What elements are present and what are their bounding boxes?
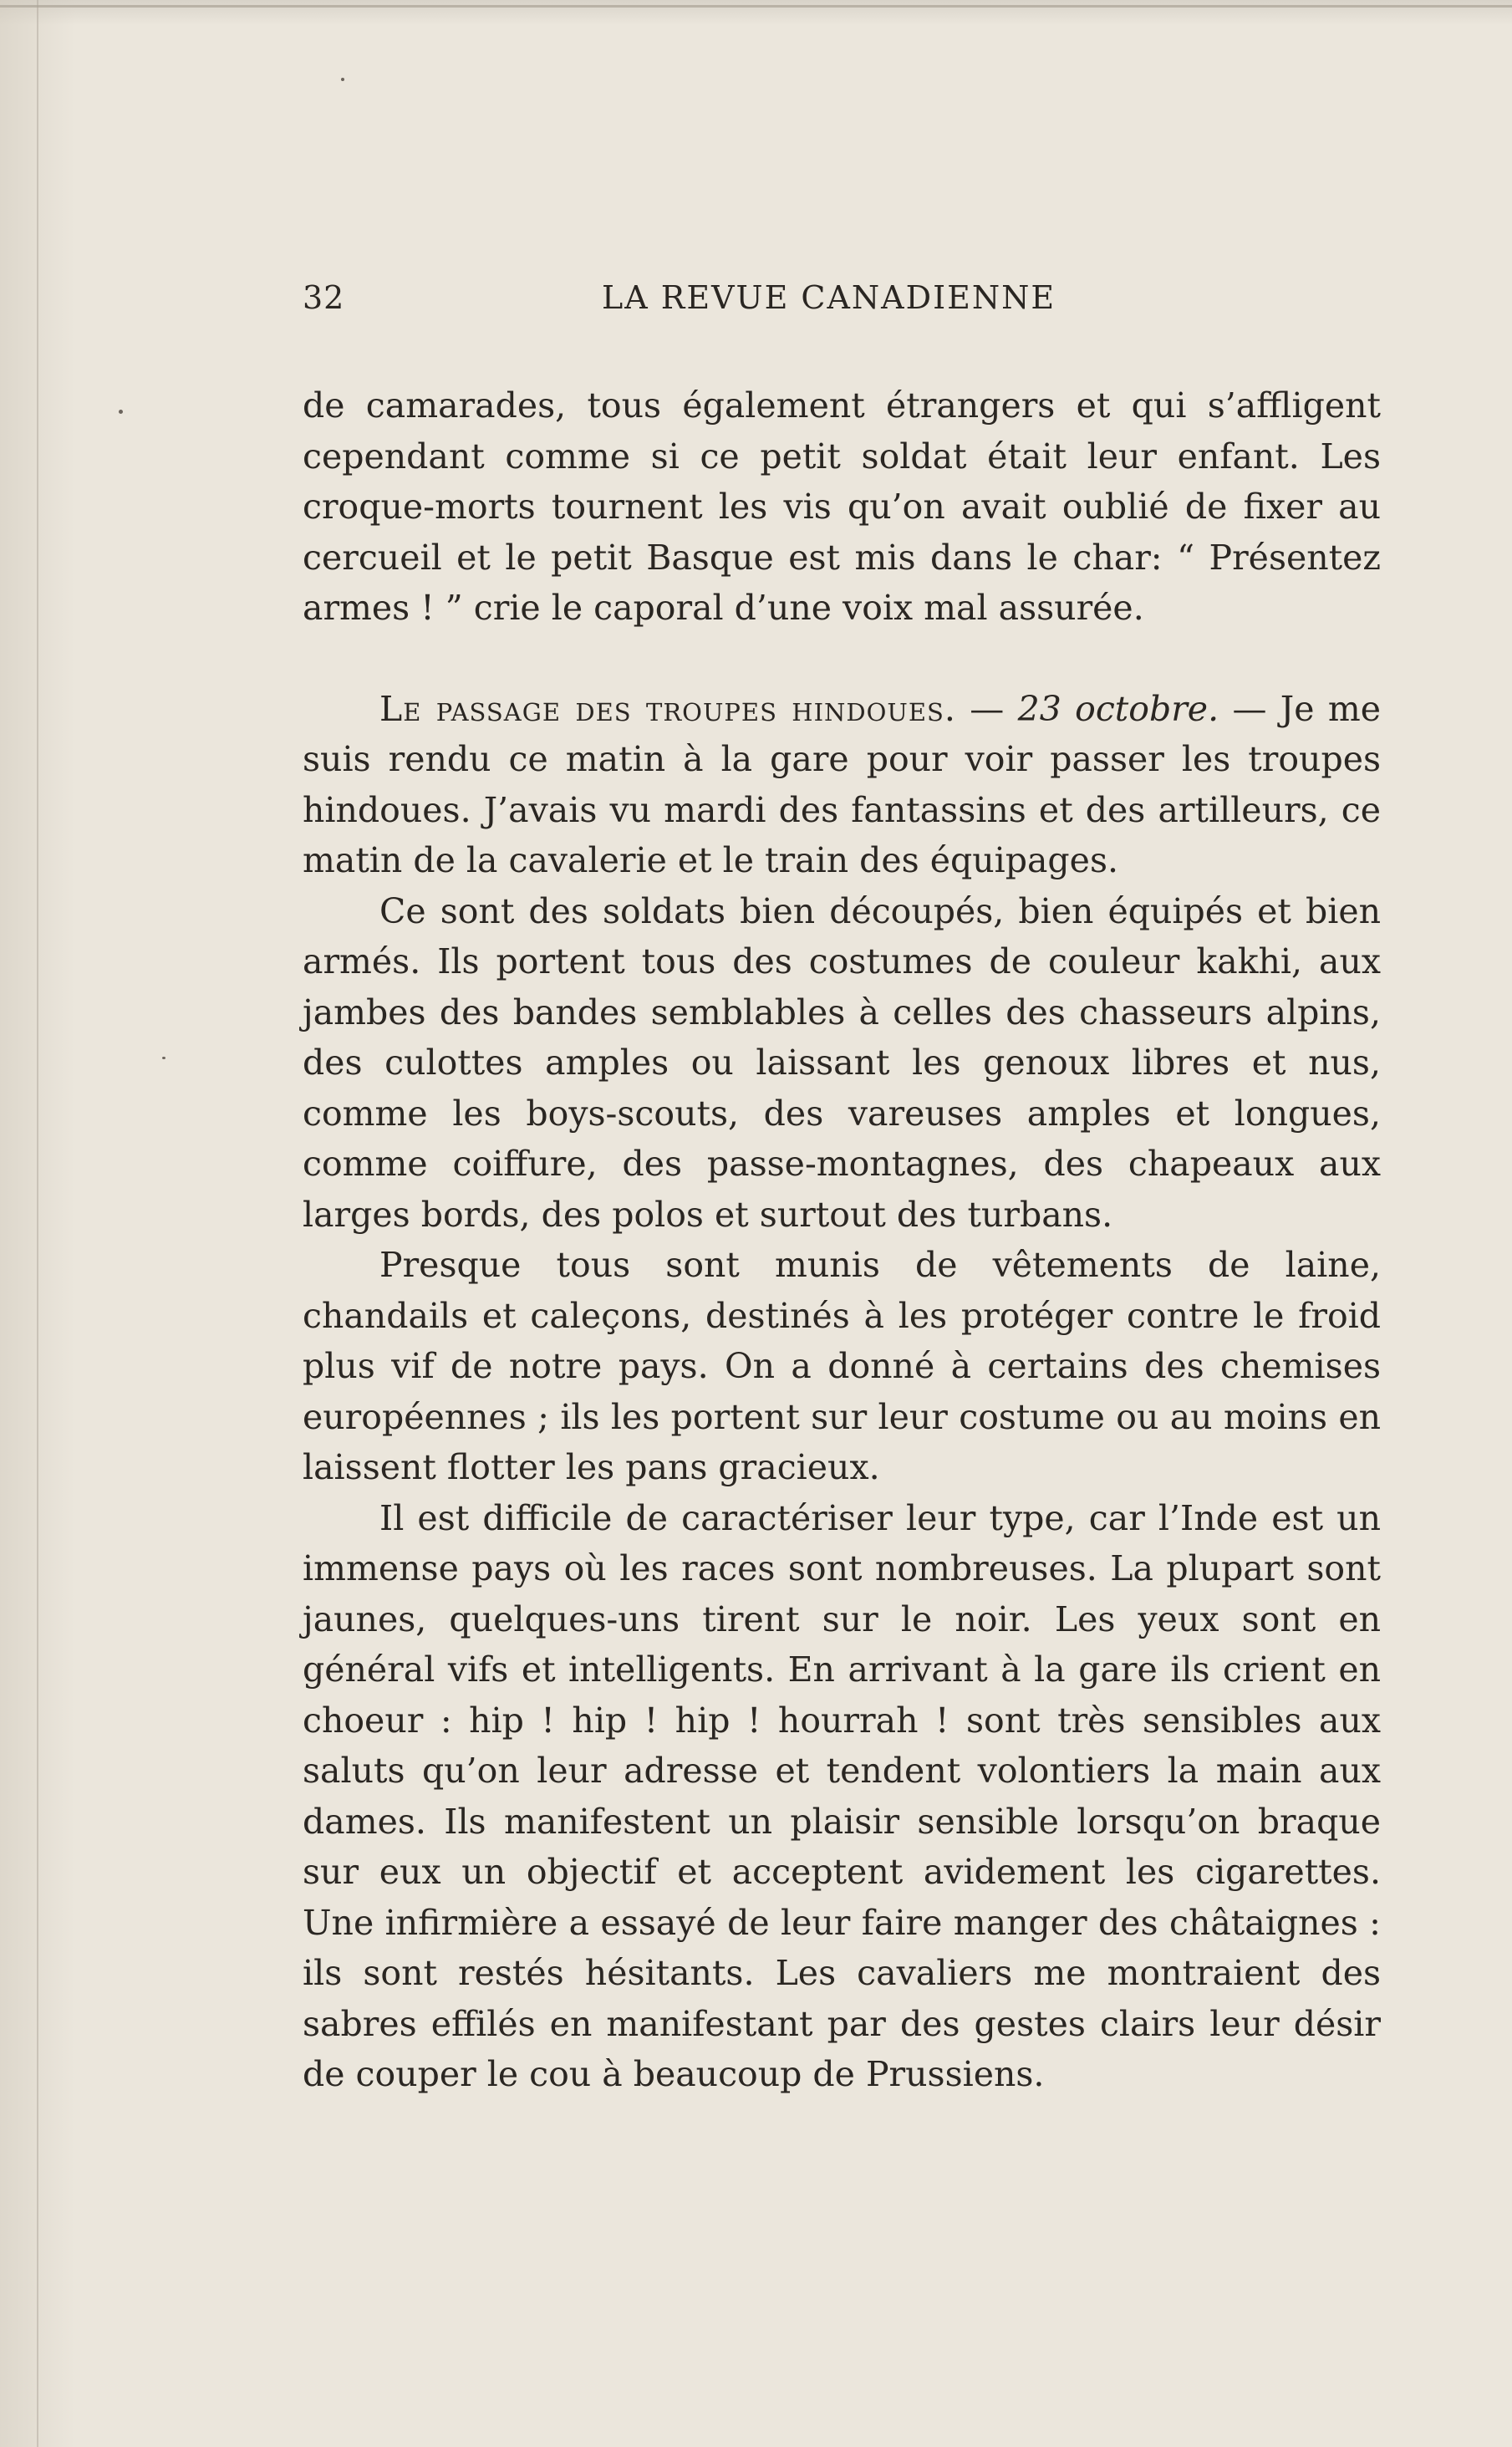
page-number: 32 xyxy=(303,279,345,316)
ink-speck xyxy=(162,1057,165,1059)
paragraph-character: Il est difficile de caractériser leur type, car l’Inde est un immense pays où les races sont nombreuses. La plupart sont jaunes, quelques-uns tirent sur le noir. Les yeux sont en général vifs et intelligents. En arrivant à la gare ils crient en choeur : hip ! hip ! hip ! hourrah ! sont très sensibles aux saluts qu’on leur adresse et tendent volontiers la main aux dames. Ils manifestent un plaisir sensible lorsqu’on braque sur eux un objectif et acceptent avidement les cigarettes. Une infirmière a essayé de leur faire manger des châtaignes : ils sont restés hésitants. Les cavaliers me montraient des sabres effilés en manifestant par des gestes clairs leur désir de couper le cou à beaucoup de Prussiens. xyxy=(303,1497,1381,2094)
page-top-edge xyxy=(0,5,1512,8)
running-title: LA REVUE CANADIENNE xyxy=(602,279,1056,316)
paragraph-soldiers-description: Ce sont des soldats bien découpés, bien équipés et bien armés. Ils portent tous des costumes de couleur kakhi, aux jambes des bandes semblables à celles des chasseurs alpins, des culottes amples ou laissant les genoux libres et nus, comme les boys-scouts, des vareuses amples et longues, comme coiffure, des passe-montagnes, des chapeaux aux larges bords, des polos et surtout des turbans. xyxy=(303,890,1381,1235)
heading-dash: — xyxy=(1219,688,1280,729)
ink-speck xyxy=(341,78,344,81)
page-header xyxy=(303,279,1381,329)
section-gap xyxy=(303,634,1381,684)
section-heading: Le passage des troupes hindoues. xyxy=(379,688,956,729)
section-opening-text: Je me suis rendu ce matin à la gare pour voir passer les troupes hindoues. J’avais vu mardi des fantassins et des artilleurs, ce matin de la cavalerie et le train des équipages. xyxy=(303,688,1381,880)
heading-dash: — xyxy=(955,688,1018,729)
paragraph-clothing: Presque tous sont munis de vêtements de laine, chandails et caleçons, destinés à les protéger contre le froid plus vif de notre pays. On a donné à certains des chemises européennes ; ils les portent sur leur costume ou au moins en laissent flotter les pans gracieux. xyxy=(303,1245,1381,1487)
body-text xyxy=(303,380,1381,2100)
paragraph-section-start xyxy=(303,684,1381,886)
page-binding-edge xyxy=(37,0,38,2447)
paragraph-funeral-end: de camarades, tous également étrangers et qui s’affligent cependant comme si ce petit soldat était leur enfant. Les croque-morts tournent les vis qu’on avait oublié de fixer au cercueil et le petit Basque est mis dans le char: “ Présentez armes ! ” crie le caporal d’une voix mal assurée. xyxy=(303,385,1381,628)
ink-speck xyxy=(119,410,123,414)
section-date: 23 octobre. xyxy=(1017,688,1219,729)
